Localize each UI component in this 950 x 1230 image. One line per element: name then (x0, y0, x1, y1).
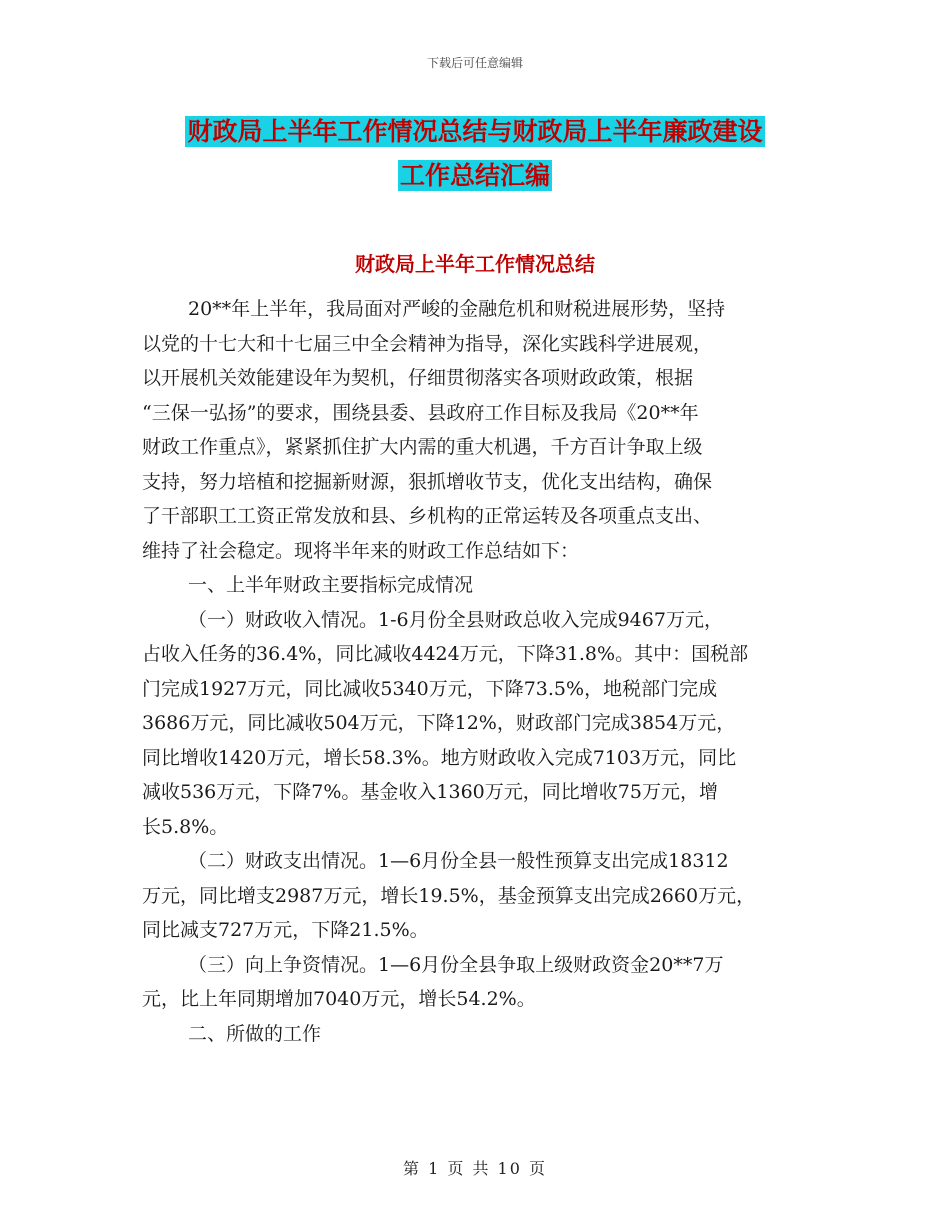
header-note: 下载后可任意编辑 (426, 56, 523, 70)
body-line: 3686万元，同比减收504万元，下降12%，财政部门完成3854万元， (142, 712, 736, 734)
body-line: 门完成1927万元，同比减收5340万元，下降73.5%，地税部门完成 (142, 677, 718, 700)
main-title-line-1 (0, 110, 950, 154)
body-line: 以党的十七大和十七届三中全会精神为指导，深化实践科学进展观， (142, 332, 713, 355)
body-line: 元，比上年同期增加7040万元，增长54.2%。 (142, 988, 536, 1010)
body-line: 长5.8%。 (142, 815, 229, 838)
body-line: 同比增收1420万元，增长58.3%。地方财政收入完成7103万元，同比 (142, 746, 737, 769)
main-title-line-2 (0, 154, 950, 198)
body-line: （三）向上争资情况。1—6月份全县争取上级财政资金20**7万 (188, 953, 724, 976)
body-line: 财政工作重点》，紧紧抓住扩大内需的重大机遇，千方百计争取上级 (142, 436, 703, 458)
section-title: 财政局上半年工作情况总结 (355, 252, 595, 276)
body-line: 支持，努力培植和挖掘新财源，狠抓增收节支，优化支出结构，确保 (142, 470, 713, 493)
body-line: 万元，同比增支2987万元，增长19.5%，基金预算支出完成2660万元， (142, 884, 756, 907)
body-line: “三保一弘扬”的要求，围绕县委、县政府工作目标及我局《20**年 (142, 401, 699, 424)
body-line: （二）财政支出情况。1—6月份全县一般性预算支出完成18312 (188, 850, 729, 872)
body-line: 一、上半年财政主要指标完成情况 (188, 574, 474, 596)
main-title-line-2-text: 工作总结汇编 (399, 161, 550, 190)
body-line: 占收入任务的36.4%，同比减收4424万元，下降31.8%。其中：国税部 (142, 643, 749, 665)
body-line: 维持了社会稳定。现将半年来的财政工作总结如下： (142, 539, 580, 562)
body-line: 了干部职工工资正常发放和县、乡机构的正常运转及各项重点支出、 (142, 505, 713, 527)
body-line: 同比减支727万元，下降21.5%。 (142, 919, 429, 941)
page-footer: 第 1 页 共 10 页 (403, 1159, 547, 1178)
body-line: 二、所做的工作 (188, 1022, 322, 1045)
main-title-line-1-text: 财政局上半年工作情况总结与财政局上半年廉政建设 (187, 117, 763, 146)
body-line: 减收536万元，下降7%。基金收入1360万元，同比增收75万元，增 (142, 781, 718, 803)
body-line: 20**年上半年，我局面对严峻的金融危机和财税进展形势，坚持 (188, 298, 726, 320)
body-text (142, 292, 812, 1051)
body-line: （一）财政收入情况。1-6月份全县财政总收入完成9467万元， (188, 608, 723, 631)
document-main-title (0, 110, 950, 198)
body-line: 以开展机关效能建设年为契机，仔细贯彻落实各项财政政策，根据 (142, 367, 694, 389)
